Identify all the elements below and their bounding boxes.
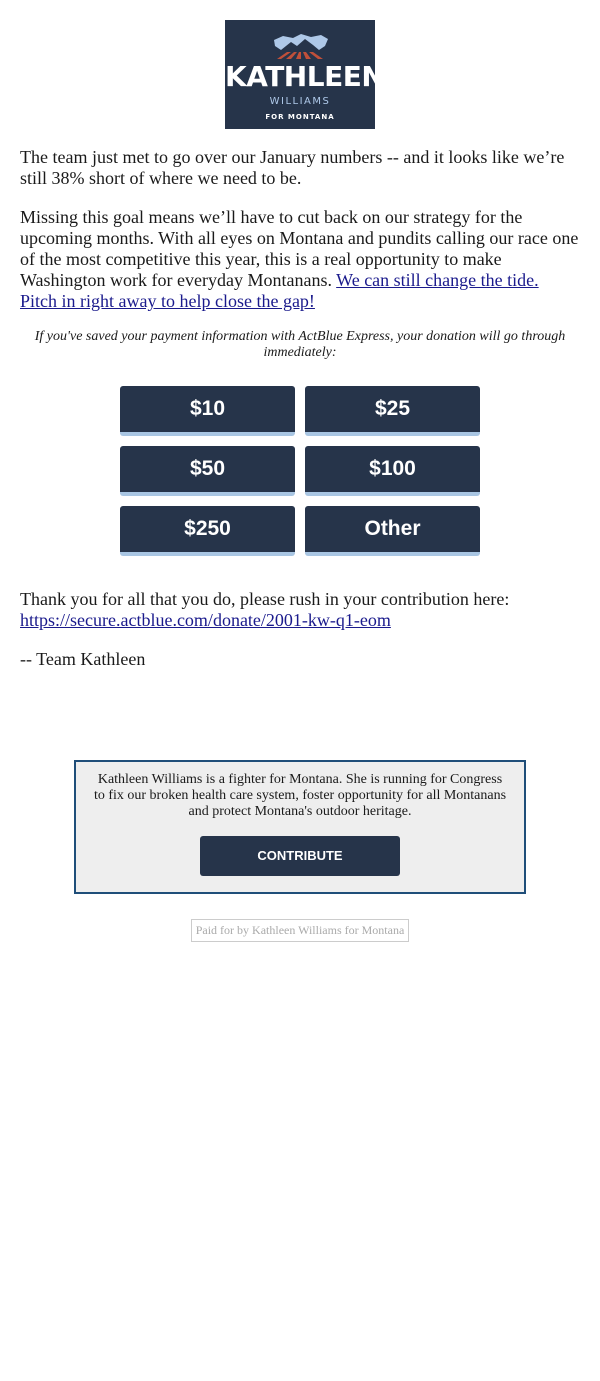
donate-50-button[interactable]: $50 [120, 446, 295, 496]
donate-url-link[interactable]: https://secure.actblue.com/donate/2001-kw-q1-eom [20, 610, 391, 630]
logo-name: KATHLEEN [225, 60, 385, 93]
goal-paragraph [20, 207, 580, 312]
express-note: If you've saved your payment information with ActBlue Express, your donation will go through immediately: [34, 329, 566, 360]
logo-subtitle: WILLIAMS [269, 96, 331, 107]
paid-for-disclaimer: Paid for by Kathleen Williams for Montana [191, 919, 409, 942]
logo-tagline: FOR MONTANA [265, 113, 335, 121]
change-the-tide-link[interactable]: We can still change the tide. Pitch in right away to help close the gap! [20, 270, 539, 311]
footer-box [74, 760, 526, 894]
donate-25-button[interactable]: $25 [305, 386, 480, 436]
footer-description: Kathleen Williams is a fighter for Montana. She is running for Congress to fix our broken health care system, foster opportunity for all Montanans and protect Montana's outdoor heritage. [93, 772, 507, 819]
intro-paragraph: The team just met to go over our January numbers -- and it looks like we’re still 38% short of where we need to be. [20, 147, 565, 188]
signoff: -- Team Kathleen [20, 649, 146, 669]
thanks-text: Thank you for all that you do, please rush in your contribution here: [20, 589, 510, 609]
goal-text: Missing this goal means we’ll have to cut back on our strategy for the upcoming months. With all eyes on Montana and pundits calling our race one of the most competitive this year, this is a real opportunity to make Washington work for everyday Montanans. [20, 207, 579, 290]
donate-100-button[interactable]: $100 [305, 446, 480, 496]
thanks-paragraph [20, 589, 580, 631]
campaign-logo [225, 20, 385, 129]
contribute-button[interactable]: CONTRIBUTE [200, 836, 400, 876]
donate-other-button[interactable]: Other [305, 506, 480, 556]
donate-10-button[interactable]: $10 [120, 386, 295, 436]
donate-250-button[interactable]: $250 [120, 506, 295, 556]
